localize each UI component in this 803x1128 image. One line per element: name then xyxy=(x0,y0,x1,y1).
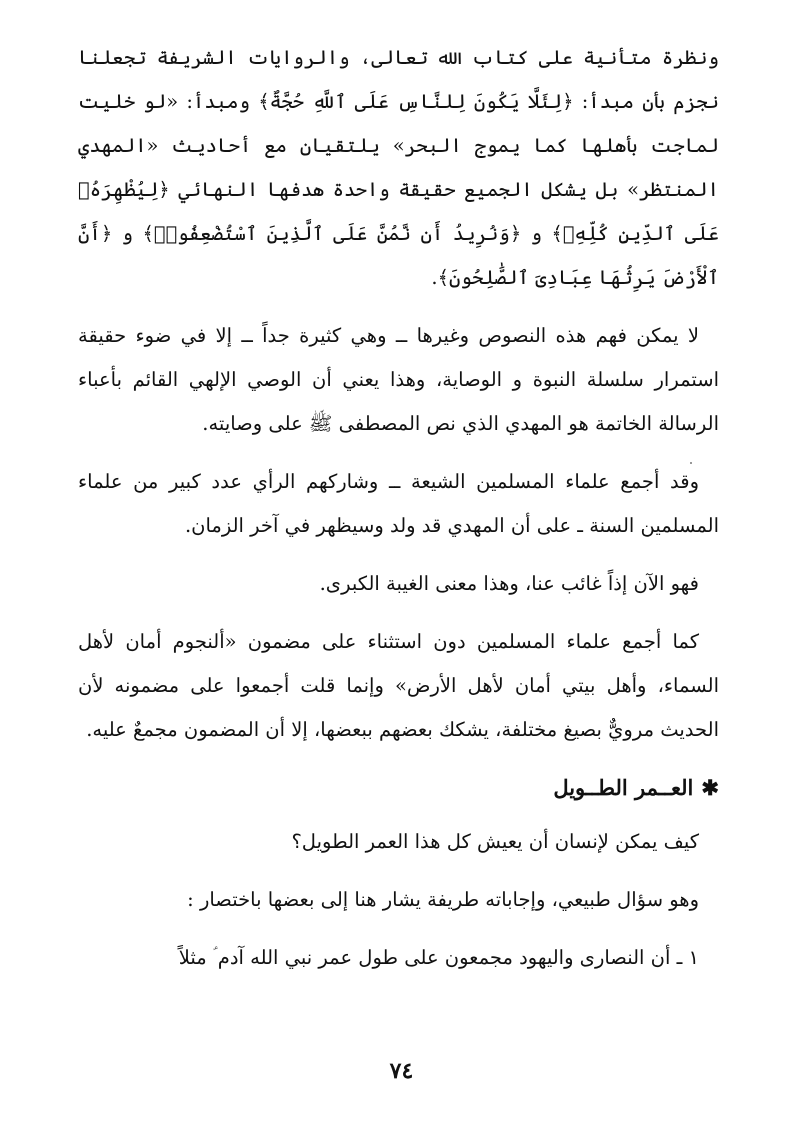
paragraph-quran-principles: ونظرة متأنية على كتاب الله تعالى، والروايات الشريفة تجعلنا نجزم بأن مبدأ: ﴿لِئَلَّا يَكُونَ لِلنَّاسِ عَلَى ٱللَّهِ حُجَّةٌ﴾ ومبدأ: «لو خليت لماجت بأهلها كما يموج البحر» يلتقيان مع أحاديث «المهدي المنتظر» بل يشكل الجميع حقيقة واحدة هدفها النهائي ﴿لِيُظْهِرَهُۥ عَلَى ٱلدِّينِ كُلِّهِۦ﴾ و ﴿وَنُرِيدُ أَن نَّمُنَّ عَلَى ٱلَّذِينَ ٱسْتُضْعِفُوا۟﴾ و ﴿أَنَّ ٱلْأَرْضَ يَرِثُهَا عِبَادِىَ ٱلصَّٰلِحُونَ﴾. xyxy=(78,46,719,289)
paragraph-scholars-consensus: وقد أجمع علماء المسلمين الشيعة ــ وشاركهم الرأي عدد كبير من علماء المسلمين السنة ـ على أن المهدي قد ولد وسيظهر في آخر الزمان. xyxy=(78,470,719,537)
page-body xyxy=(78,36,719,994)
section-heading-long-life xyxy=(78,766,719,810)
paragraph-point-one: ١ ـ أن النصارى واليهود مجمعون على طول عمر نبي الله آدم ؑ مثلاً xyxy=(178,946,699,969)
paragraph-answers-intro: وهو سؤال طبيعي، وإجاباته طريفة يشار هنا إلى بعضها باختصار : xyxy=(187,888,699,911)
paragraph-stars-hadith: كما أجمع علماء المسلمين دون استثناء على مضمون «ألنجوم أمان لأهل السماء، وأهل بيتي أمان لأهل الأرض» وإنما قلت أجمعوا على مضمونه لأن الحديث مرويٌّ بصيغ مختلفة، يشكك بعضهم ببعضها، إلا أن المضمون مجمعٌ عليه. xyxy=(78,630,719,741)
paragraph-prophecy-continuity: لا يمكن فهم هذه النصوص وغيرها ــ وهي كثيرة جداً ــ إلا في ضوء حقيقة استمرار سلسلة النبوة و الوصاية، وهذا يعني أن الوصي الإلهي القائم بأعباء الرسالة الخاتمة هو المهدي الذي نص المصطفى ﷺ على وصايته. xyxy=(78,324,719,435)
section-heading-text: العــمر الطــويل xyxy=(553,775,694,800)
paragraph-major-occultation: فهو الآن إذاً غائب عنا، وهذا معنى الغيبة الكبرى. xyxy=(319,572,699,595)
page-number: ٧٤ xyxy=(389,1058,414,1084)
print-speck xyxy=(690,462,692,464)
paragraph-question: كيف يمكن لإنسان أن يعيش كل هذا العمر الطويل؟ xyxy=(291,830,699,853)
star-bullet-icon: ✱ xyxy=(701,775,719,800)
